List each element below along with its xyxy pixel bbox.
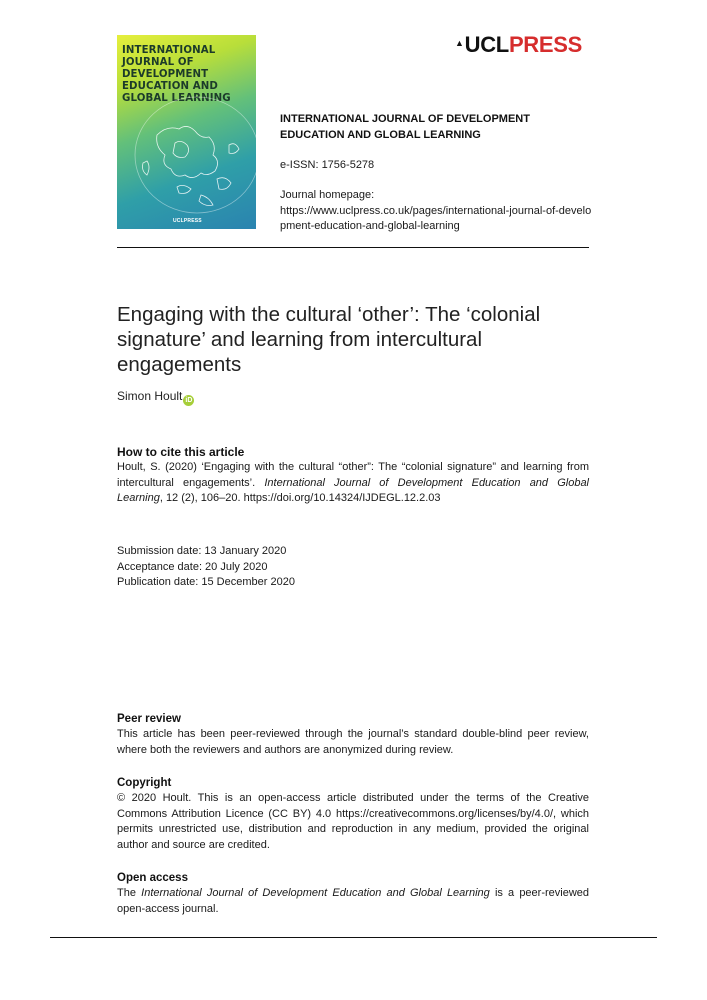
citation-section [117,445,589,507]
journal-eissn: e-ISSN: 1756-5278 [280,159,375,171]
globe-map-graphic [117,95,256,229]
author-name: Simon Hoult [117,389,183,403]
publication-date: Publication date: 15 December 2020 [117,576,295,588]
logo-mark-icon: ▲ [455,38,464,48]
citation-suffix: , 12 (2), 106–20. https://doi.org/10.14324/IJDEGL.12.2.03 [159,492,441,504]
journal-name: INTERNATIONAL JOURNAL OF DEVELOPMENT EDUCATION AND GLOBAL LEARNING [280,113,530,141]
open-access-suffix: is a peer-reviewed open-access journal. [117,887,590,915]
open-access-prefix: The [117,887,136,899]
open-access-journal: International Journal of Development Education and Global Learning [141,887,490,899]
copyright-heading: Copyright [117,777,172,789]
cover-publisher-mark: UCLPRESS [173,218,202,224]
homepage-label: Journal homepage: [280,189,375,201]
citation-prefix: Hoult, S. (2020) ‘Engaging with the cultural “other”: The “colonial signature” and learning from intercultural engagements’. [117,461,589,489]
citation-journal: International Journal of Development Education and Global Learning [117,476,589,504]
article-author [117,388,194,406]
logo-ucl-text: UCL [464,32,509,57]
journal-homepage [280,188,592,235]
orcid-icon[interactable]: iD [185,397,193,404]
peer-review-text: This article has been peer-reviewed through the journal’s standard double-blind peer review, where both the reviewers and authors are anonymized during review. [117,728,589,756]
peer-review-heading: Peer review [117,713,181,725]
citation-heading: How to cite this article [117,445,245,459]
header-divider [117,247,589,248]
open-access-section [117,871,589,917]
open-access-text [117,886,589,917]
copyright-section [117,776,589,853]
logo-press-text: PRESS [508,32,583,57]
article-dates [117,544,295,591]
citation-text [117,460,589,507]
acceptance-date: Acceptance date: 20 July 2020 [117,560,268,573]
copyright-text: © 2020 Hoult. This is an open-access article distributed under the terms of the Creative Commons Attribution Licence (CC BY) 4.0 https://creativecommons.org/licenses/by/4.0/, which permits unrestricted use, distribution and reproduction in any medium, provided the original author and source are credited. [117,792,589,851]
submission-date: Submission date: 13 January 2020 [117,545,287,557]
footer-divider [50,937,657,938]
open-access-heading: Open access [117,872,188,884]
journal-cover-image [117,35,256,229]
cover-title: INTERNATIONAL JOURNAL OF DEVELOPMENT EDUCATION AND GLOBAL LEARNING [122,45,231,104]
ucl-press-logo [455,30,582,58]
peer-review-section [117,712,589,758]
homepage-link[interactable]: https://www.uclpress.co.uk/pages/international-journal-of-development-education-and-global-learning [280,204,592,232]
article-title: Engaging with the cultural ‘other’: The ‘colonial signature’ and learning from intercultural engagements [117,303,541,376]
